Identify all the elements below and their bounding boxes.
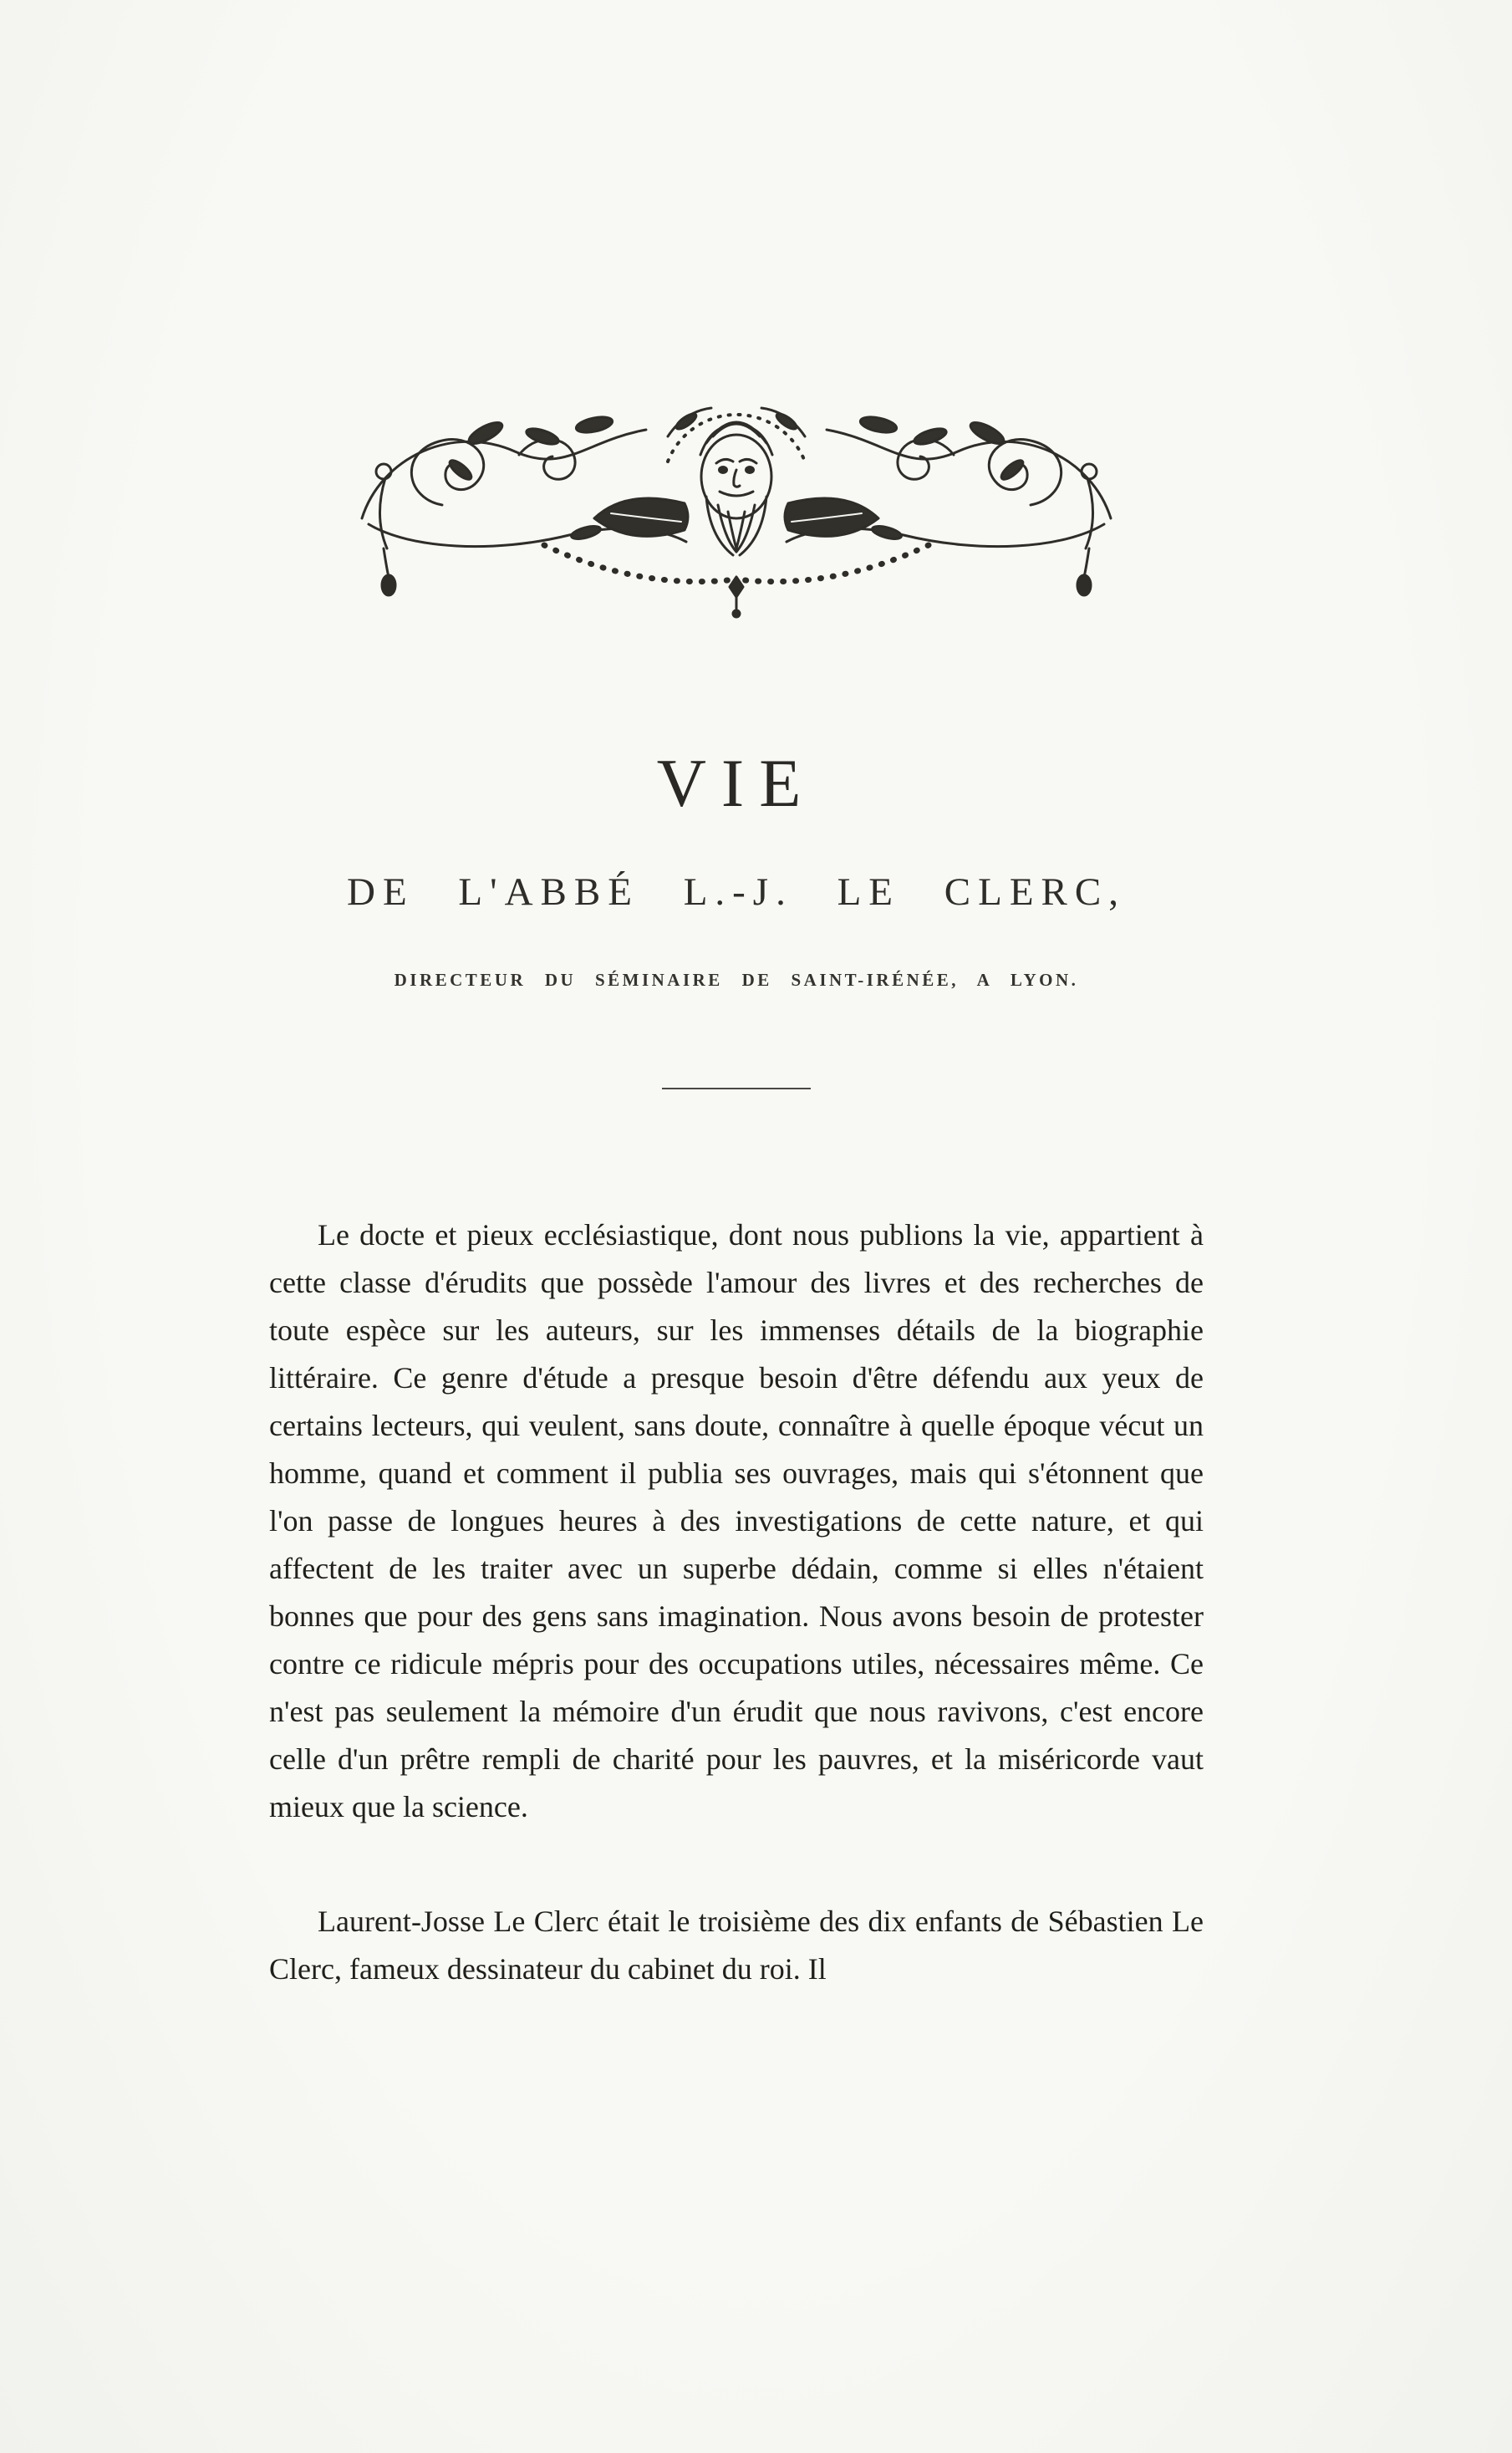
headpiece-svg: [331, 378, 1142, 620]
page-subtitle: DE L'ABBÉ L.-J. LE CLERC,: [347, 870, 1126, 914]
paragraph-2: Laurent-Josse Le Clerc était le troisième des dix enfants de Sébastien Le Clerc, fameux dessinateur du cabinet du roi. Il: [269, 1905, 1204, 1986]
book-page: [269, 0, 1204, 1993]
headpiece-engraving: [331, 378, 1142, 620]
subject-role-line: DIRECTEUR DU SÉMINAIRE DE SAINT-IRÉNÉE, A LYON.: [394, 970, 1079, 990]
vine-scroll-ornament: [362, 408, 728, 595]
section-divider-rule: [662, 1088, 811, 1089]
page-title: VIE: [656, 745, 817, 821]
body-text: [269, 1211, 1204, 1993]
paragraph-1: Le docte et pieux ecclésiastique, dont nous publions la vie, appartient à cette classe d'érudits que possède l'amour des livres et des recherches de toute espèce sur les auteurs, sur les immenses détails de la biographie littéraire. Ce genre d'étude a presque besoin d'être défendu aux yeux de certains lecteurs, qui veulent, sans doute, connaître à quelle époque vécut un homme, quand et comment il publia ses ouvrages, mais qui s'étonnent que l'on passe de longues heures à des investigations de cette nature, et qui affectent de les traiter avec un superbe dédain, comme si elles n'étaient bonnes que pour des gens sans imagination. Nous avons besoin de protester contre ce ridicule mépris pour des occupations utiles, nécessaires même. Ce n'est pas seulement la mémoire d'un érudit que nous ravivons, c'est encore celle d'un prêtre rempli de charité pour les pauvres, et la miséricorde vaut mieux que la science.: [269, 1218, 1204, 1823]
